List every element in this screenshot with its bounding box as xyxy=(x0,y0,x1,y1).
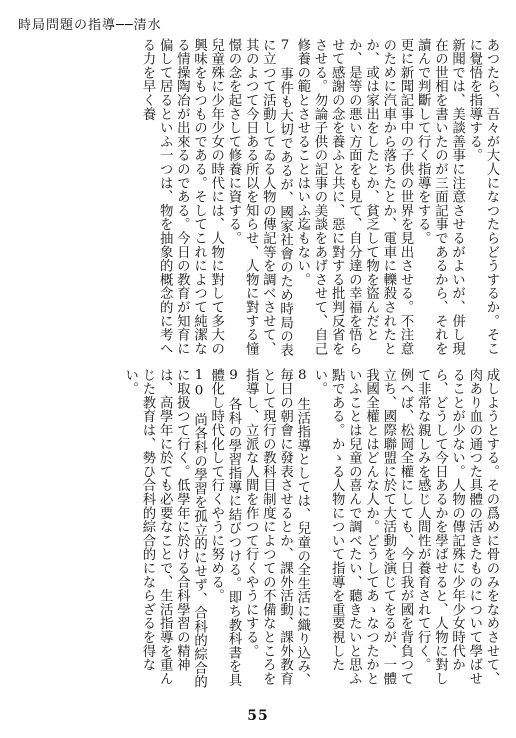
paragraph: 成しようとする。その爲めに骨のみをなめさせて、肉あり血の通つた具體の活きたものについて學ばせることが少ない。人物の傳記殊に少年少女時代から、どうして今日あるかを學ばせると、人物に對して非常な親しみを感じ人間性が養育されて行く。 xyxy=(415,368,499,686)
top-text-block xyxy=(8,38,500,360)
paragraph: あつたら、吾々が大人になつたらどうするか。そこに覺悟を指導する。 xyxy=(466,38,499,356)
paragraph: 新聞では、美談善事に注意させるがよいが、併し現在の世相を書いたのが三面記事であるから、それを讀んで判斷して行く指導をする。 xyxy=(415,38,465,356)
bottom-text-block xyxy=(8,368,500,690)
paragraph: 兒童殊に少年少女の時代には、人物に對して多大の興味をもつものである。そしてこれによつて純潔なる情操陶冶が出來るのである。今日の教育が知育に偏して居るといふ一つは、物を抽象的概念的に考へる力を早く養 xyxy=(139,38,224,356)
paragraph: 7 事件も大切であるが、國家社會のため時局の表に立つて活動してゐる人物の傳記等を調べさせて、其のよつて今日ある所以を知らせ、人物に對する憧憬の念を起さして修養に資する。 xyxy=(225,38,293,357)
running-head: 時局問題の指導──清水 xyxy=(18,18,162,33)
paragraph: 8 生活指導としては、兒童の全生活に織り込み、毎日の朝會に發表させるとか、課外活動、課外教育として現行の教科目制度によつての不備なところを指導し、立派な人間を作つて行くやうにする。 xyxy=(243,368,310,687)
paragraph: 例へば、松岡全權にしても、今日我が國を背負つて立ち、國際聯盟に於て大活動を演じてをるが、一體我國全權とはどんな人か。どうしてあゝなつたかといふことは兒童の喜んで調べたい、聽きたいと思ふ點である。かゝる人物について指導を重要視したい。 xyxy=(311,368,413,686)
page-number: 55 xyxy=(247,708,269,724)
paragraph: 更に新聞記事中の子供の世界を見出させる。不注意のために汽車から落ちたとか、電車に轢殺されたとか、或は家出をしたとか、貧乏して物を盜んだとか、是等の悪い方面をも見て、自分達の幸福を悟らせて感謝の念を養ふと共に、惡に對する批判反省をさせる。勿論子供の記事の美談をあげさせて、自己修養の範とさせることはいふ迄もない。 xyxy=(294,38,413,356)
paragraph: 9 各科の學習指導に結びつける。即ち教科書を具體化し時代化して行くやうに努める。 xyxy=(208,368,241,687)
paragraph: 10 尚各科の學習を孤立的にせず、合科的綜合的に取扱つて行く。低學年に於ける合科學習の精神は、高學年に於ても必要なことで、生活指導を重んじた教育は、勢ひ合科的綜合的にならざるを得ない。 xyxy=(122,368,207,689)
